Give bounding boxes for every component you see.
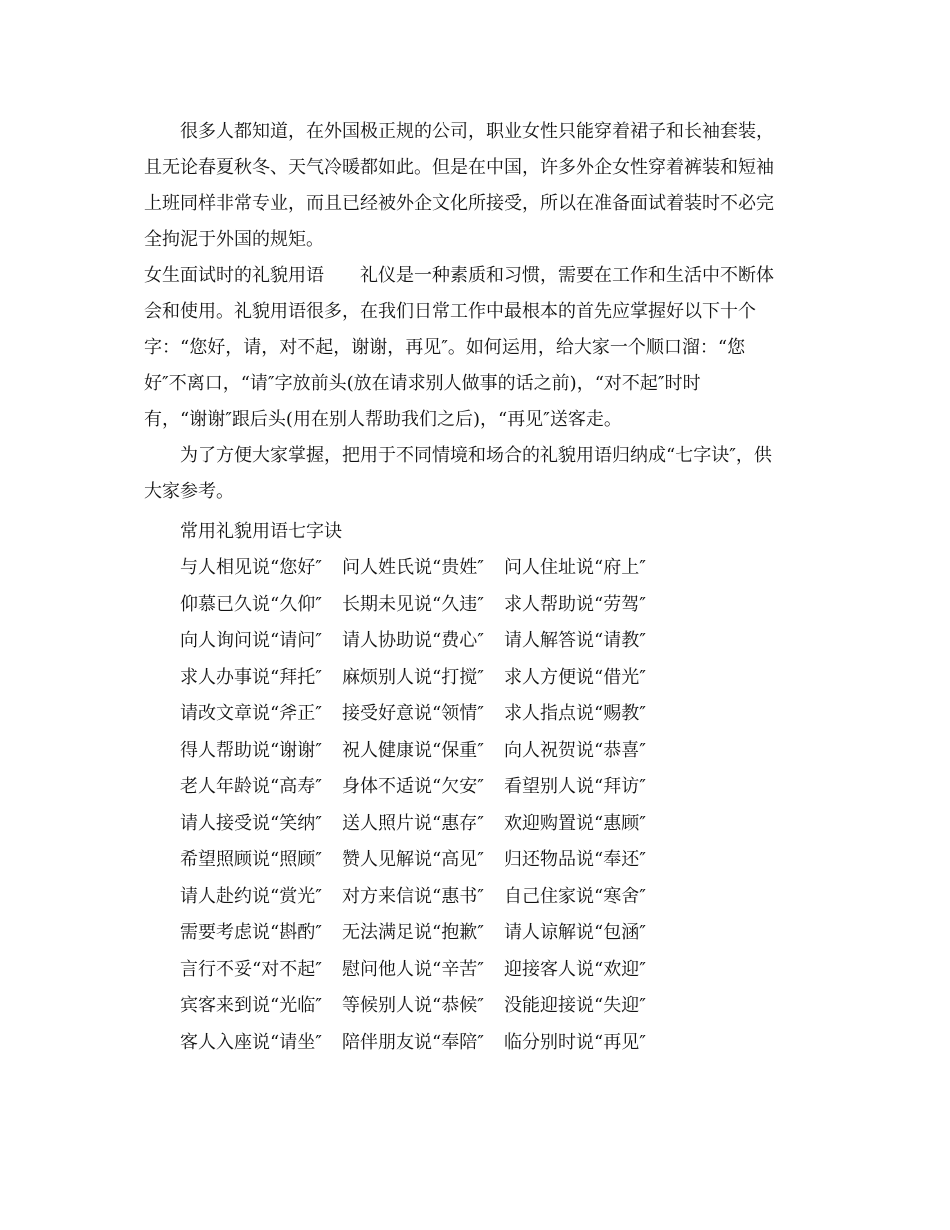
phrase-cell: 客人入座说“请坐″ — [180, 1031, 322, 1053]
phrase-cell: 对方来信说“惠书″ — [342, 885, 484, 907]
phrase-cell: 问人姓氏说“贵姓″ — [342, 557, 484, 578]
phrase-row — [180, 733, 820, 770]
phrase-row — [180, 842, 820, 879]
phrase-cell: 请人解答说“请教″ — [504, 630, 646, 651]
phrase-row — [180, 696, 820, 733]
phrase-list — [180, 550, 820, 1061]
text-line: 会和使用。礼貌用语很多，在我们日常工作中最根本的首先应掌握好以下十个 — [144, 301, 756, 322]
phrase-row — [180, 623, 820, 660]
phrase-cell: 看望别人说“拜访″ — [504, 776, 646, 797]
phrase-cell: 自己住家说“寒舍″ — [504, 885, 646, 907]
phrase-cell: 祝人健康说“保重″ — [342, 739, 484, 761]
text-line: 上班同样非常专业，而且已经被外企文化所接受，所以在准备面试着装时不必完 — [144, 193, 774, 214]
phrase-cell: 欢迎购置说“惠顾″ — [504, 812, 646, 834]
phrase-cell: 仰慕已久说“久仰″ — [180, 593, 322, 615]
phrase-cell: 向人询问说“请问″ — [180, 630, 322, 651]
phrase-cell: 问人住址说“府上″ — [504, 557, 646, 578]
text-line: 为了方便大家掌握，把用于不同情境和场合的礼貌用语归纳成“七字诀″，供 — [180, 445, 772, 466]
text-line: 有，“谢谢″跟后头(用在别人帮助我们之后)，“再见″送客走。 — [144, 409, 622, 430]
phrase-row — [180, 915, 820, 952]
phrase-cell: 没能迎接说“失迎″ — [504, 995, 646, 1016]
phrase-row — [180, 988, 820, 1025]
text-line: 全拘泥于外国的规矩。 — [144, 229, 324, 250]
phrase-cell: 无法满足说“抱歉″ — [342, 922, 484, 943]
text-line: 好″不离口，“请″字放前头(放在请求别人做事的话之前)，“对不起″时时 — [144, 373, 701, 394]
phrase-cell: 求人帮助说“劳驾″ — [504, 593, 646, 615]
phrase-row — [180, 879, 820, 916]
phrase-row — [180, 1025, 820, 1062]
phrase-cell: 请人赴约说“赏光″ — [180, 885, 322, 907]
phrase-cell: 老人年龄说“高寿″ — [180, 776, 322, 797]
phrase-cell: 陪伴朋友说“奉陪″ — [342, 1031, 484, 1053]
text-line: 字：“您好，请，对不起，谢谢，再见″。如何运用，给大家一个顺口溜：“您 — [144, 337, 746, 358]
paragraph-seven-character-intro — [144, 438, 814, 510]
phrase-cell: 宾客来到说“光临″ — [180, 995, 322, 1016]
section-subtitle: 常用礼貌用语七字诀 — [180, 521, 342, 542]
phrase-row — [180, 806, 820, 843]
text-line: 大家参考。 — [144, 481, 234, 502]
phrase-cell: 希望照顾说“照顾″ — [180, 849, 322, 870]
phrase-cell: 请人协助说“费心″ — [342, 630, 484, 651]
phrase-row — [180, 550, 820, 587]
phrase-cell: 归还物品说“奉还″ — [504, 849, 646, 870]
phrase-cell: 等候别人说“恭候″ — [342, 995, 484, 1016]
phrase-cell: 迎接客人说“欢迎″ — [504, 958, 646, 980]
phrase-cell: 请改文章说“斧正″ — [180, 703, 322, 724]
phrase-cell: 请人接受说“笑纳″ — [180, 812, 322, 834]
phrase-cell: 请人谅解说“包涵″ — [504, 922, 646, 943]
phrase-row — [180, 587, 820, 624]
phrase-row — [180, 952, 820, 989]
phrase-cell: 长期未见说“久违″ — [342, 593, 484, 615]
text-line: 很多人都知道，在外国极正规的公司，职业女性只能穿着裙子和长袖套装， — [180, 121, 774, 142]
text-line: 女生面试时的礼貌用语 礼仪是一种素质和习惯，需要在工作和生活中不断体 — [144, 265, 774, 286]
phrase-cell: 临分别时说“再见″ — [504, 1031, 646, 1053]
phrase-cell: 言行不妥“对不起″ — [180, 958, 322, 980]
paragraph-dress-code — [144, 114, 814, 258]
phrase-cell: 需要考虑说“斟酌″ — [180, 922, 322, 943]
paragraph-polite-language — [144, 258, 814, 438]
phrase-cell: 接受好意说“领情″ — [342, 703, 484, 724]
phrase-row — [180, 769, 820, 806]
phrase-cell: 麻烦别人说“打搅″ — [342, 666, 484, 688]
phrase-cell: 得人帮助说“谢谢″ — [180, 739, 322, 761]
phrase-cell: 向人祝贺说“恭喜″ — [504, 739, 646, 761]
phrase-cell: 身体不适说“欠安″ — [342, 776, 484, 797]
phrase-cell: 与人相见说“您好″ — [180, 557, 322, 578]
phrase-cell: 求人指点说“赐教″ — [504, 703, 646, 724]
text-line: 且无论春夏秋冬、天气冷暖都如此。但是在中国，许多外企女性穿着裤装和短袖 — [144, 157, 774, 178]
phrase-cell: 赞人见解说“高见″ — [342, 849, 484, 870]
phrase-cell: 求人办事说“拜托″ — [180, 666, 322, 688]
phrase-cell: 送人照片说“惠存″ — [342, 812, 484, 834]
phrase-cell: 慰问他人说“辛苦″ — [342, 958, 484, 980]
phrase-row — [180, 660, 820, 697]
phrase-cell: 求人方便说“借光″ — [504, 666, 646, 688]
